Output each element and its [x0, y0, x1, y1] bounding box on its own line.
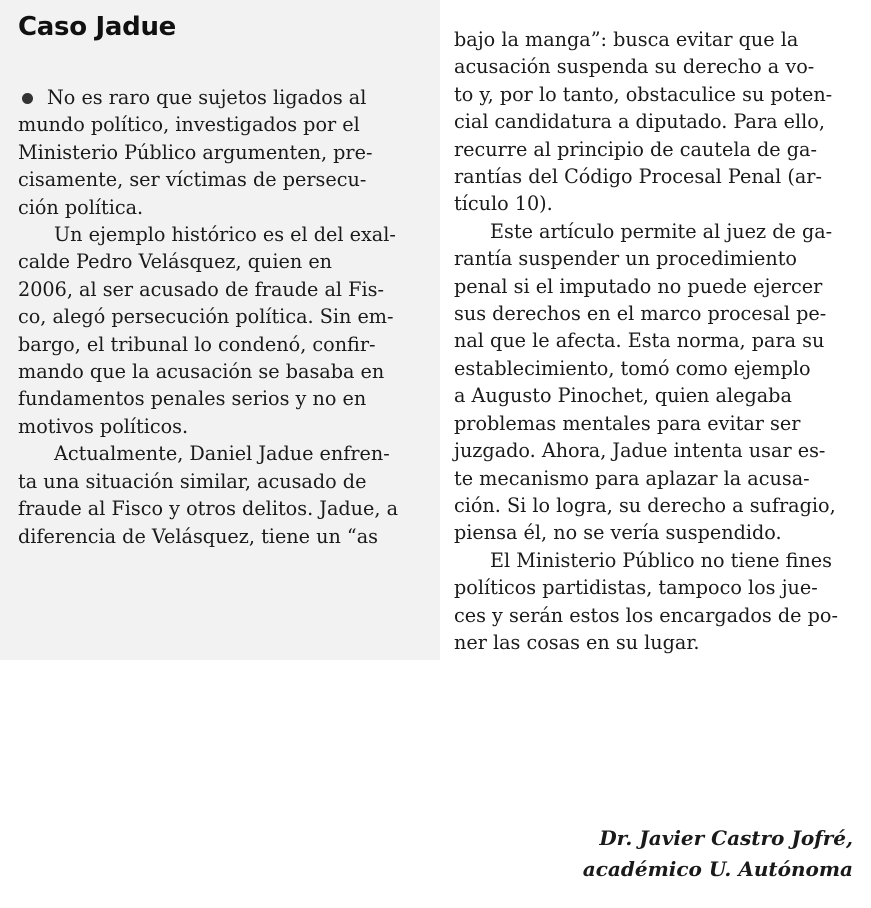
paragraph-line: Ministerio Público argumenten, pre- [18, 140, 373, 164]
paragraph-line: políticos partidistas, tampoco los jue- [454, 576, 818, 600]
paragraph-line: mundo político, investigados por el [18, 113, 360, 137]
paragraph-line: diferencia de Velásquez, tiene un “as [18, 524, 379, 548]
author-signature [583, 823, 853, 885]
paragraph-line: tículo 10). [454, 192, 553, 216]
paragraph-line: cisamente, ser víctimas de persecu- [18, 168, 367, 192]
headline: Caso Jadue [18, 12, 176, 42]
paragraph-line: acusación suspenda su derecho a vo- [454, 55, 815, 79]
paragraph-line: fraude al Fisco y otros delitos. Jadue, a [18, 497, 399, 521]
author-affiliation: académico U. Autónoma [582, 857, 853, 881]
paragraph-line: nal que le afecta. Esta norma, para su [454, 329, 825, 353]
paragraph-line: 2006, al ser acusado de fraude al Fis- [18, 277, 384, 301]
paragraph-line [18, 84, 420, 111]
paragraph-line: bajo la manga”: busca evitar que la [454, 28, 799, 51]
paragraph-line: mando que la acusación se basaba en [18, 360, 385, 384]
paragraph-line: juzgado. Ahora, Jadue intenta usar es- [454, 439, 826, 463]
paragraph-line: Este artículo permite al juez de ga- [490, 219, 833, 243]
line-text: No es raro que sujetos ligados al [47, 86, 367, 109]
paragraph-line: rantías del Código Procesal Penal (ar- [454, 165, 822, 189]
paragraph-line: ner las cosas en su lugar. [454, 630, 700, 654]
paragraph-line: recurre al principio de cautela de ga- [454, 137, 817, 161]
left-column [0, 0, 440, 660]
paragraph-line: establecimiento, tomó como ejemplo [454, 356, 811, 380]
paragraph-line: piensa él, no se vería suspendido. [454, 521, 782, 545]
paragraph-line: Actualmente, Daniel Jadue enfren- [54, 442, 390, 466]
paragraph-line: ción política. [18, 195, 144, 219]
paragraph-line: to y, por lo tanto, obstaculice su poten- [454, 82, 833, 106]
paragraph-line: El Ministerio Público no tiene fines [490, 548, 832, 572]
paragraph-line: a Augusto Pinochet, quien alegaba [454, 384, 792, 408]
paragraph-line: problemas mentales para evitar ser [454, 411, 801, 435]
paragraph-line: cial candidatura a diputado. Para ello, [454, 110, 825, 134]
paragraph-line: calde Pedro Velásquez, quien en [18, 250, 333, 274]
bullet-icon [22, 93, 33, 104]
paragraph-line: ces y serán estos los encargados de po- [454, 603, 838, 627]
paragraph-line: Un ejemplo histórico es el del exal- [54, 223, 396, 247]
paragraph-line: fundamentos penales serios y no en [18, 387, 367, 411]
paragraph-line: sus derechos en el marco procesal pe- [454, 302, 827, 326]
paragraph-line: motivos políticos. [18, 414, 189, 438]
author-name: Dr. Javier Castro Jofré, [599, 826, 853, 850]
paragraph-line: ta una situación similar, acusado de [18, 469, 367, 493]
paragraph-line: te mecanismo para aplazar la acusa- [454, 466, 810, 490]
paragraph-line: bargo, el tribunal lo condenó, confir- [18, 332, 376, 356]
paragraph-line: rantía suspender un procedimiento [454, 247, 797, 271]
paragraph-line: penal si el imputado no puede ejercer [454, 274, 823, 298]
paragraph-line: ción. Si lo logra, su derecho a sufragio, [454, 493, 836, 517]
right-column [440, 0, 871, 908]
paragraph-line: co, alegó persecución política. Sin em- [18, 305, 394, 329]
